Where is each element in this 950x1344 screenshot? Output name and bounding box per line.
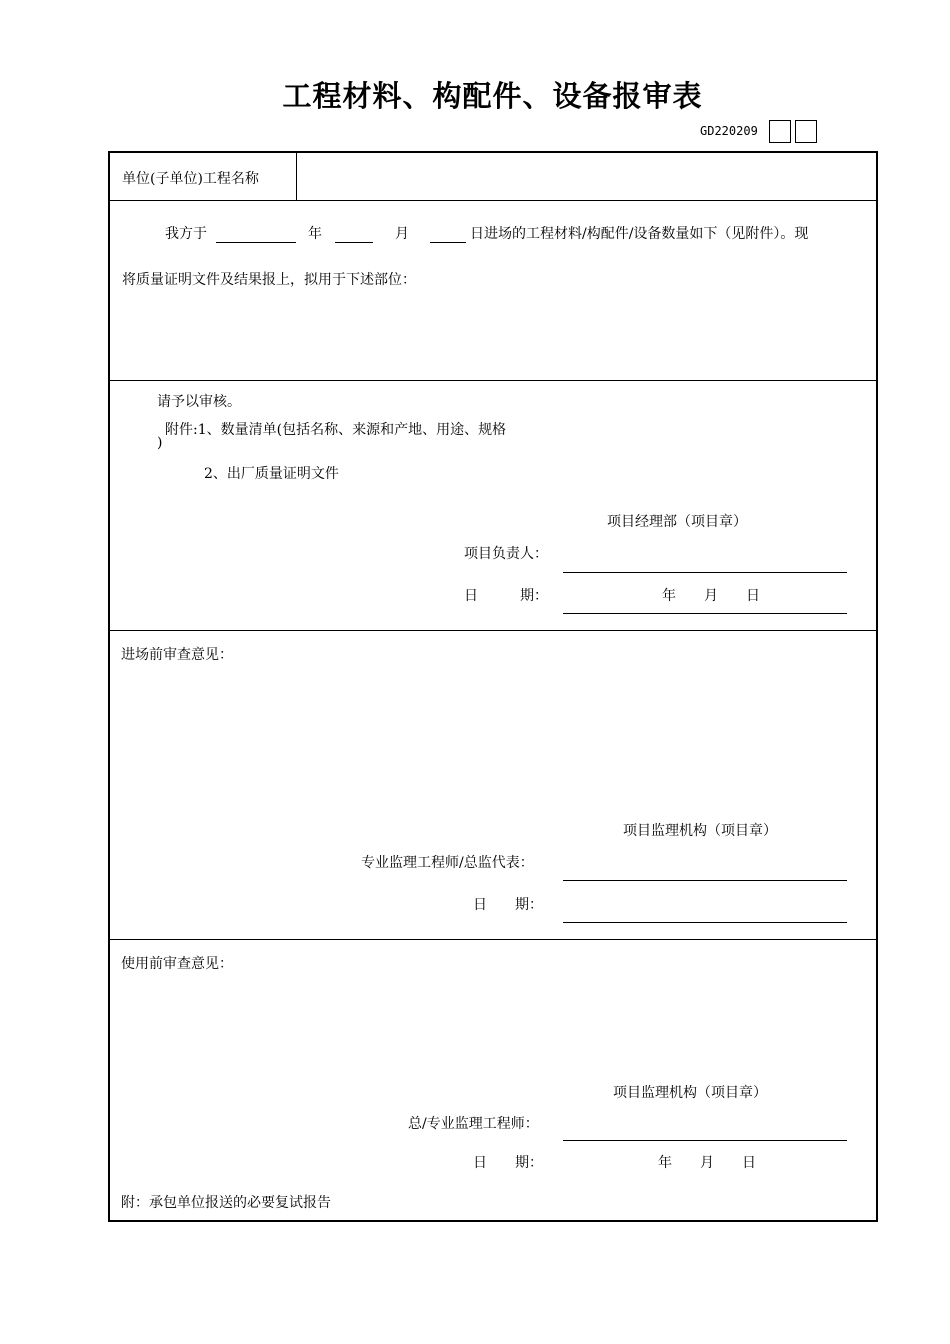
project-name-field[interactable]: [305, 168, 865, 188]
s2-date-line[interactable]: [563, 613, 847, 614]
s3-org-stamp: 项目监理机构（项目章）: [623, 823, 777, 839]
form-code: GD220209: [700, 124, 758, 138]
s2-date-value: 年 月 日: [662, 588, 760, 604]
s4-person-line[interactable]: [563, 1140, 847, 1141]
s1-date-line[interactable]: [216, 242, 296, 243]
s2-org-stamp: 项目经理部（项目章）: [607, 514, 747, 530]
s1-month-line[interactable]: [430, 242, 466, 243]
s1-month-label: 月: [395, 226, 409, 242]
s4-person-label: 总/专业监理工程师：: [408, 1116, 539, 1132]
s4-date-value: 年 月 日: [658, 1155, 756, 1171]
project-cell-divider: [296, 153, 297, 200]
code-box-2[interactable]: [795, 120, 817, 143]
divider-project: [110, 200, 876, 201]
s2-person-line[interactable]: [563, 572, 847, 573]
s2-person-label: 项目负责人：: [464, 546, 548, 562]
divider-section2: [110, 630, 876, 631]
s2-date-label: 日 期：: [464, 588, 548, 604]
s3-heading: 进场前审查意见：: [121, 647, 233, 663]
s2-request: 请予以审核。: [157, 394, 241, 410]
project-label: 单位(子单位)工程名称: [122, 171, 259, 187]
s4-org-stamp: 项目监理机构（项目章）: [613, 1085, 767, 1101]
s1-year-label: 年: [308, 226, 322, 242]
s3-date-line[interactable]: [563, 922, 847, 923]
form-table: [108, 151, 878, 1222]
divider-section3: [110, 939, 876, 940]
s3-date-label: 日 期：: [473, 897, 543, 913]
s4-note: 附：承包单位报送的必要复试报告: [121, 1195, 331, 1211]
s1-year-line[interactable]: [335, 242, 373, 243]
s1-line2: 将质量证明文件及结果报上，拟用于下述部位：: [122, 272, 416, 288]
s3-person-line[interactable]: [563, 880, 847, 881]
s4-heading: 使用前审查意见：: [121, 956, 233, 972]
divider-section1: [110, 380, 876, 381]
s2-attach1: 附件:1、数量清单(包括名称、来源和产地、用途、规格: [165, 422, 507, 438]
code-box-1[interactable]: [769, 120, 791, 143]
s1-day-text: 日进场的工程材料/构配件/设备数量如下（见附件）。现: [470, 226, 809, 242]
s4-date-label: 日 期：: [473, 1155, 543, 1171]
page-title: 工程材料、构配件、设备报审表: [282, 79, 703, 113]
s3-person-label: 专业监理工程师/总监代表：: [361, 855, 534, 871]
s2-attach1-paren: ): [157, 435, 163, 451]
s2-attach2: 2、出厂质量证明文件: [204, 466, 339, 482]
s1-i-am: 我方于: [165, 226, 207, 242]
